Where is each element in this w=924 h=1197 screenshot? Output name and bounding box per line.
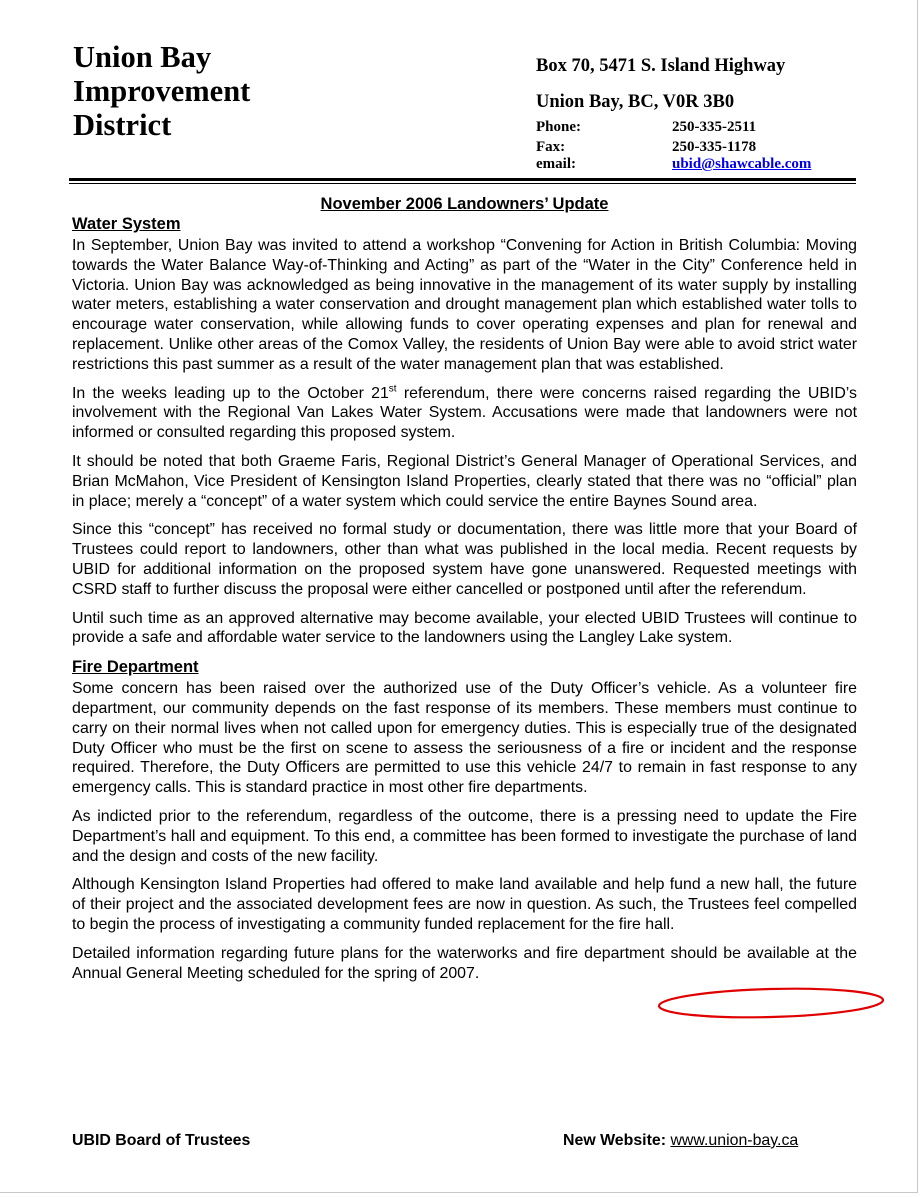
- fax-row: [536, 136, 811, 156]
- water-paragraph-2-end: referendum, there were concerns raised regarding the UBID’s involvement with the Regional Van Lakes Water System. Accusations were made that landowners were not informed or consulted regarding this proposed system.: [72, 384, 857, 442]
- section-heading-water: Water System: [72, 215, 181, 233]
- fax-label: Fax:: [536, 139, 566, 155]
- header-divider-thin: [69, 183, 856, 184]
- document-body: [72, 194, 857, 992]
- address-line1: Box 70, 5471 S. Island Highway: [536, 56, 786, 76]
- email-label: email:: [536, 156, 576, 172]
- phone-value: 250-335-2511: [672, 119, 757, 135]
- org-name-line3: District: [73, 108, 172, 142]
- water-paragraph-4: Since this “concept” has received no formal study or documentation, there was little more that your Board of Trustees could report to landowners, other than what was published in the local media. Recent requests by UBID for additional information on the proposed system have gone unanswered. Requested meetings with CSRD staff to further discuss the proposal were either cancelled or postponed until after the referendum.: [72, 521, 857, 598]
- email-row: [536, 156, 811, 173]
- website-link[interactable]: www.union-bay.ca: [670, 1132, 799, 1149]
- water-paragraph-5: Until such time as an approved alternative may become available, your elected UBID Trustees will continue to provide a safe and affordable water service to the landowners using the Langley Lake system.: [72, 609, 857, 647]
- phone-label: Phone:: [536, 119, 581, 135]
- fax-value: 250-335-1178: [672, 139, 757, 155]
- water-paragraph-3: It should be noted that both Graeme Faris, Regional District’s General Manager of Operational Services, and Brian McMahon, Vice President of Kensington Island Properties, clearly stated that there was no “official” plan in place; merely a “concept” of a water system which could service the entire Baynes Sound area.: [72, 452, 857, 510]
- fire-paragraph-1: Some concern has been raised over the authorized use of the Duty Officer’s vehicle. As a volunteer fire department, our community depends on the fast response of its members. These members must continue to carry on their normal lives when not called upon for emergency duties. This is especially true of the designated Duty Officer who must be the first on scene to assess the seriousness of a fire or incident and the response required. Therefore, the Duty Officers are permitted to use this vehicle 24/7 to remain in fast response to any emergency calls. This is standard practice in most other fire departments.: [72, 680, 857, 797]
- document-title: November 2006 Landowners’ Update: [320, 195, 609, 213]
- org-name-line2: Improvement: [73, 74, 251, 108]
- water-paragraph-2-start: In the weeks leading up to the October 21: [72, 384, 389, 402]
- contact-block: [536, 119, 811, 173]
- org-name-line1: Union Bay: [73, 40, 212, 74]
- website-label: New Website:: [563, 1132, 667, 1149]
- footer-board: UBID Board of Trustees: [72, 1132, 251, 1149]
- fire-paragraph-3: Although Kensington Island Properties had offered to make land available and help fund a new hall, the future of their project and the associated development fees are now in question. As such, the Trustees feel compelled to begin the process of investigating a community funded replacement for the fire hall.: [72, 876, 857, 933]
- ordinal-suffix: st: [388, 383, 397, 395]
- fire-paragraph-2: As indicted prior to the referendum, regardless of the outcome, there is a pressing need to update the Fire Department’s hall and equipment. To this end, a committee has been formed to investigate the purchase of land and the design and costs of the new facility.: [72, 807, 857, 865]
- email-link[interactable]: ubid@shawcable.com: [672, 156, 812, 172]
- water-paragraph-2: [72, 384, 857, 443]
- section-heading-fire: Fire Department: [72, 658, 199, 677]
- address-block: [536, 48, 785, 120]
- footer-website: [563, 1131, 798, 1151]
- org-name: [73, 40, 250, 142]
- fire-paragraph-4: Detailed information regarding future plans for the waterworks and fire department should be available at the Annual General Meeting scheduled for the spring of 2007.: [72, 944, 857, 982]
- phone-row: [536, 119, 811, 136]
- header-divider-thick: [69, 178, 856, 181]
- address-line2: Union Bay, BC, V0R 3B0: [536, 92, 735, 112]
- water-paragraph-1: In September, Union Bay was invited to attend a workshop “Convening for Action in British Columbia: Moving towards the Water Balance Way-of-Thinking and Acting” as part of the “Water in the City” Conference held in Victoria. Union Bay was acknowledged as being innovative in the management of its water supply by installing water meters, establishing a water conservation and drought management plan which established water tolls to encourage water conservation, while allowing funds to cover operating expenses and plan for renewal and replacement. Unlike other areas of the Comox Valley, the residents of Union Bay were able to avoid strict water restrictions this past summer as a result of the water management plan that was established.: [72, 237, 857, 373]
